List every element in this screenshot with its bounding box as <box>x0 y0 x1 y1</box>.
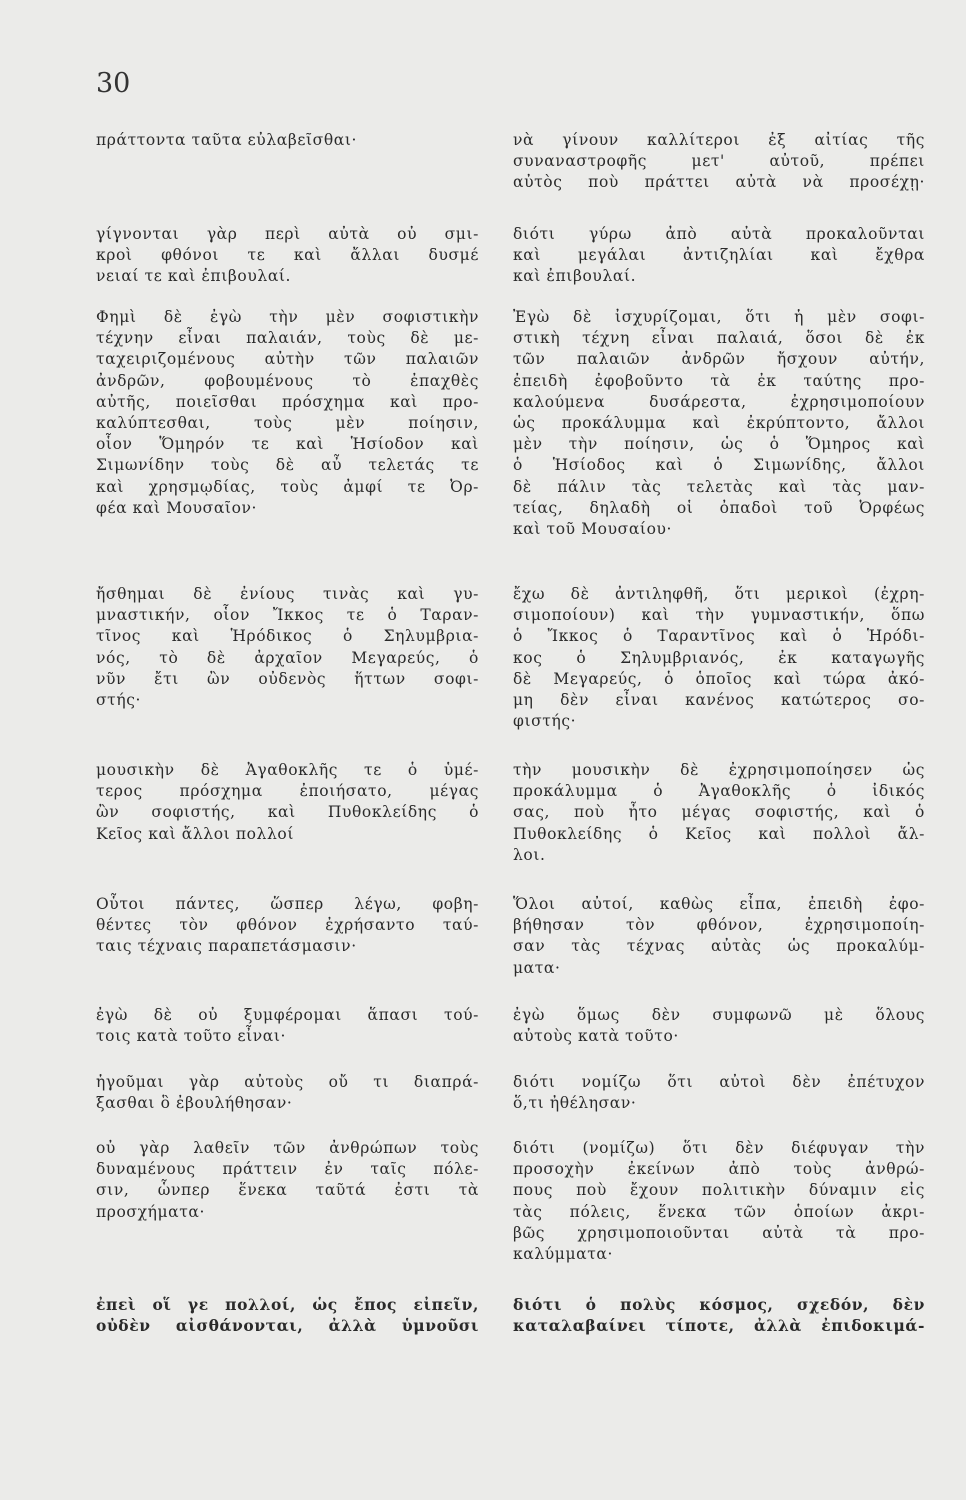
text-line: γίγνονται γὰρ περὶ αὐτὰ οὐ σμι- <box>96 225 479 243</box>
text-line: ἐγὼ δὲ οὐ ξυμφέρομαι ἅπασι τού- <box>96 1006 479 1024</box>
left-paragraph-2 <box>96 224 479 288</box>
right-paragraph-5 <box>513 760 925 866</box>
text-line: ὁ Ἡσίοδος καὶ ὁ Σιμωνίδης, ἄλλοι <box>513 456 925 475</box>
text-line: καλύπτεσθαι, τοὺς μὲν ποίησιν, <box>96 414 479 433</box>
text-line: διότι ὁ πολὺς κόσμος, σχεδόν, δὲν <box>513 1295 925 1314</box>
text-line: Πυθοκλείδης ὁ Κεῖος καὶ πολλοὶ ἄλ- <box>513 824 925 843</box>
left-paragraph-9 <box>96 1138 479 1223</box>
left-paragraph-5 <box>96 760 479 845</box>
text-line: νῦν ἔτι ὢν οὐδενὸς ἥττων σοφι- <box>96 669 479 688</box>
left-paragraph-3 <box>96 307 479 519</box>
text-line: καὶ μεγάλαι ἀντιζηλίαι καὶ ἔχθρα <box>513 246 925 265</box>
text-line: ἐπειδὴ ἐφοβοῦντο τὰ ἐκ ταύτης προ- <box>513 371 925 390</box>
text-line: τῶν παλαιῶν ἀνδρῶν ἤσχουν αὐτήν, <box>513 350 925 369</box>
text-line: οὐ γὰρ λαθεῖν τῶν ἀνθρώπων τοὺς <box>96 1139 479 1157</box>
text-line: τερος πρόσχημα ἐποιήσατο, μέγας <box>96 782 479 801</box>
text-line: Ὅλοι αὐτοί, καθὼς εἶπα, ἐπειδὴ ἐφο- <box>513 895 925 913</box>
text-line: μὲν τὴν ποίησιν, ὡς ὁ Ὅμηρος καὶ <box>513 435 925 454</box>
text-line: ὡς προκάλυμμα καὶ ἐκρύπτοντο, ἄλλοι <box>513 414 925 433</box>
text-line: ὢν σοφιστής, καὶ Πυθοκλείδης ὁ <box>96 803 479 822</box>
text-line: πους ποὺ ἔχουν πολιτικὴν δύναμιν εἰς <box>513 1181 925 1200</box>
text-line: σιν, ὧνπερ ἕνεκα ταῦτά ἐστι τὰ <box>96 1181 479 1200</box>
text-line: φέα καὶ Μουσαῖον· <box>96 498 258 517</box>
text-line: ὁ Ἴκκος ὁ Ταραντῖνος καὶ ὁ Ἡρόδι- <box>513 627 925 646</box>
right-paragraph-7 <box>513 1005 925 1047</box>
text-line: αὐτοὺς κατὰ τοῦτο· <box>513 1027 679 1046</box>
text-line: στικὴ τέχνη εἶναι παλαιά, ὅσοι δὲ ἐκ <box>513 329 925 348</box>
text-line: ἤσθημαι δὲ ἐνίους τινὰς καὶ γυ- <box>96 585 479 603</box>
right-paragraph-4 <box>513 584 925 732</box>
text-line: ἔχω δὲ ἀντιληφθῆ, ὅτι μερικοὶ (ἐχρη- <box>513 585 925 603</box>
right-paragraph-6 <box>513 894 925 979</box>
text-line: συναναστροφῆς μετ' αὐτοῦ, πρέπει <box>513 152 925 171</box>
page-number: 30 <box>96 68 131 99</box>
text-line: σας, ποὺ ἦτο μέγας σοφιστής, καὶ ὁ <box>513 803 925 822</box>
text-line: βῶς χρησιμοποιοῦνται αὐτὰ τὰ προ- <box>513 1223 925 1242</box>
text-line: προσχήματα· <box>96 1202 205 1221</box>
text-line: πράττοντα ταῦτα εὐλαβεῖσθαι· <box>96 131 358 149</box>
text-line: διότι γύρω ἀπὸ αὐτὰ προκαλοῦνται <box>513 225 925 243</box>
left-paragraph-6 <box>96 894 479 958</box>
right-paragraph-1 <box>513 130 925 194</box>
text-line: ταχειριζομένους αὐτὴν τῶν παλαιῶν <box>96 350 479 369</box>
text-line: ἀνδρῶν, φοβουμένους τὸ ἐπαχθὲς <box>96 371 479 390</box>
text-line: νὰ γίνουν καλλίτεροι ἐξ αἰτίας τῆς <box>513 131 925 149</box>
text-line: ἐπεὶ οἵ γε πολλοί, ὡς ἔπος εἰπεῖν, <box>96 1295 479 1314</box>
text-line: καλούμενα δυσάρεστα, ἐχρησιμοποίουν <box>513 392 925 411</box>
text-line: διότι νομίζω ὅτι αὐτοὶ δὲν ἐπέτυχον <box>513 1073 925 1091</box>
text-line: δὲ Μεγαρεύς, ὁ ὁποῖος καὶ τώρα ἀκό- <box>513 669 925 688</box>
text-line: Φημὶ δὲ ἐγὼ τὴν μὲν σοφιστικὴν <box>96 308 479 326</box>
right-paragraph-8 <box>513 1072 925 1114</box>
text-line: κος ὁ Σηλυμβριανός, ἐκ καταγωγῆς <box>513 648 925 667</box>
left-paragraph-10 <box>96 1294 479 1336</box>
text-line: φιστής· <box>513 712 577 731</box>
text-line: οὐδὲν αἰσθάνονται, ἀλλὰ ὑμνοῦσι <box>96 1316 479 1336</box>
left-paragraph-1 <box>96 130 479 151</box>
text-line: κροὶ φθόνοι τε καὶ ἄλλαι δυσμέ <box>96 246 479 265</box>
text-line: βήθησαν τὸν φθόνον, ἐχρησιμοποίη- <box>513 916 925 935</box>
text-line: νειαί τε καὶ ἐπιβουλαί. <box>96 267 292 286</box>
text-line: προκάλυμμα ὁ Ἀγαθοκλῆς ὁ ἰδικός <box>513 782 925 801</box>
text-line: Ἐγὼ δὲ ἰσχυρίζομαι, ὅτι ἡ μὲν σοφι- <box>513 308 925 326</box>
text-line: καὶ χρησμῳδίας, τοὺς ἀμφί τε Ὀρ- <box>96 477 479 496</box>
text-line: Κεῖος καὶ ἄλλοι πολλοί <box>96 824 295 843</box>
text-line: δὲ πάλιν τὰς τελετὰς καὶ τὰς μαν- <box>513 477 925 496</box>
text-line: καλύμματα· <box>513 1245 613 1264</box>
right-paragraph-2 <box>513 224 925 288</box>
right-paragraph-10 <box>513 1294 925 1336</box>
text-line: θέντες τὸν φθόνον ἐχρήσαντο ταύ- <box>96 916 479 935</box>
text-line: τὰς πόλεις, ἕνεκα τῶν ὁποίων ἀκρι- <box>513 1202 925 1221</box>
text-line: καὶ ἐπιβουλαί. <box>513 267 637 286</box>
text-line: ὅ,τι ἠθέλησαν· <box>513 1094 637 1113</box>
text-line: λοι. <box>513 845 546 864</box>
text-line: νός, τὸ δὲ ἀρχαῖον Μεγαρεύς, ὁ <box>96 648 479 667</box>
text-line: Οὗτοι πάντες, ὥσπερ λέγω, φοβη- <box>96 895 479 913</box>
text-line: τὴν μουσικὴν δὲ ἐχρησιμοποίησεν ὡς <box>513 761 925 779</box>
text-line: μη δὲν εἶναι κανένος κατώτερος σο- <box>513 691 925 710</box>
text-line: καταλαβαίνει τίποτε, ἀλλὰ ἐπιδοκιμά- <box>513 1316 925 1336</box>
text-line: μναστικήν, οἷον Ἴκκος τε ὁ Ταραν- <box>96 606 479 625</box>
text-line: διότι (νομίζω) ὅτι δὲν διέφυγαν τὴν <box>513 1139 925 1157</box>
text-line: οἷον Ὅμηρόν τε καὶ Ἡσίοδον καὶ <box>96 435 479 454</box>
text-line: ἐγὼ ὅμως δὲν συμφωνῶ μὲ ὅλους <box>513 1006 925 1024</box>
text-line: Σιμωνίδην τοὺς δὲ αὖ τελετάς τε <box>96 456 479 475</box>
right-paragraph-9 <box>513 1138 925 1265</box>
text-line: τῖνος καὶ Ἡρόδικος ὁ Σηλυμβρια- <box>96 627 479 646</box>
text-line: ἡγοῦμαι γὰρ αὐτοὺς οὔ τι διαπρά- <box>96 1073 479 1091</box>
text-line: προσοχὴν ἐκείνων ἀπὸ τοὺς ἀνθρώ- <box>513 1160 925 1179</box>
text-line: τείας, δηλαδὴ οἱ ὀπαδοὶ τοῦ Ὀρφέως <box>513 498 925 517</box>
text-line: μουσικὴν δὲ Ἀγαθοκλῆς τε ὁ ὑμέ- <box>96 761 479 779</box>
text-line: στής· <box>96 691 142 710</box>
text-line: τοις κατὰ τοῦτο εἶναι· <box>96 1027 287 1046</box>
text-line: σιμοποίουν) καὶ τὴν γυμναστικήν, ὅπω <box>513 606 925 625</box>
right-paragraph-3 <box>513 307 925 540</box>
text-line: ματα· <box>513 958 561 977</box>
left-paragraph-4 <box>96 584 479 711</box>
text-line: σαν τὰς τέχνας αὐτὰς ὡς προκαλύμ- <box>513 937 925 956</box>
text-line: ταις τέχναις παραπετάσμασιν· <box>96 937 357 956</box>
text-line: τέχνην εἶναι παλαιάν, τοὺς δὲ με- <box>96 329 479 348</box>
text-line: ξασθαι ὃ ἐβουλήθησαν· <box>96 1094 293 1113</box>
text-line: δυναμένους πράττειν ἐν ταῖς πόλε- <box>96 1160 479 1179</box>
left-paragraph-8 <box>96 1072 479 1114</box>
text-line: καὶ τοῦ Μουσαίου· <box>513 520 673 539</box>
text-line: αὐτῆς, ποιεῖσθαι πρόσχημα καὶ προ- <box>96 392 479 411</box>
text-line: αὐτὸς ποὺ πράττει αὐτὰ νὰ προσέχῃ· <box>513 173 925 192</box>
left-paragraph-7 <box>96 1005 479 1047</box>
